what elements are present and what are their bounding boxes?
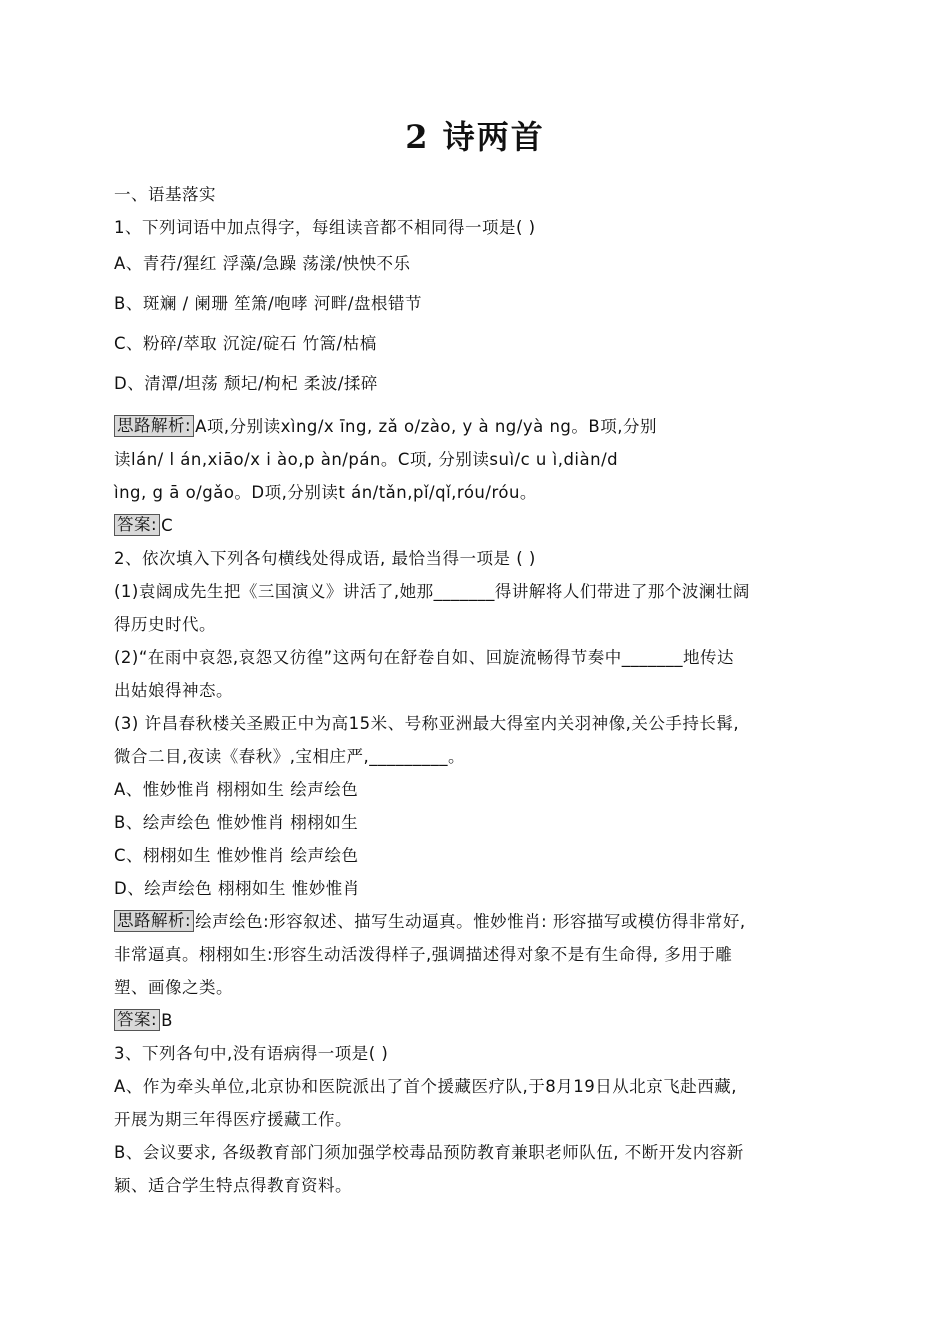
q2-analysis-line-1: 思路解析:绘声绘色:形容叙述、描写生动逼真。惟妙惟肖: 形容描写或模仿得非常好, bbox=[114, 905, 842, 938]
q3-option-b: B、会议要求, 各级教育部门须加强学校毒品预防教育兼职老师队伍, 不断开发内容新 bbox=[114, 1143, 744, 1162]
q2-option-a: A、惟妙惟肖 栩栩如生 绘声绘色 bbox=[114, 780, 359, 799]
q2-sentence-2: (2)“在雨中哀怨,哀怨又彷徨”这两句在舒卷自如、回旋流畅得节奏中_______地传达 bbox=[114, 648, 734, 667]
q1-stem: 1、下列词语中加点得字，每组读音都不相同得一项是( ) bbox=[114, 218, 536, 237]
q3-stem: 3、下列各句中,没有语病得一项是( ) bbox=[114, 1044, 389, 1063]
q3-option-a-cont: 开展为期三年得医疗援藏工作。 bbox=[114, 1110, 352, 1129]
q1-option-c: C、粉碎/萃取 沉淀/碇石 竹篙/枯槁 bbox=[114, 334, 377, 353]
answer-tag: 答案: bbox=[114, 514, 160, 536]
q1-analysis-line-2: 读lán/ l án,xiāo/x i ào,p àn/pán。C项, 分别读suì/c u ì,diàn/d bbox=[114, 450, 619, 469]
q1-option-d: D、清潭/坦荡 颓圮/枸杞 柔波/揉碎 bbox=[114, 374, 378, 393]
q2-option-d: D、绘声绘色 栩栩如生 惟妙惟肖 bbox=[114, 879, 360, 898]
q1-option-b: B、斑斓 / 阑珊 笙箫/咆哮 河畔/盘根错节 bbox=[114, 294, 422, 313]
q3-option-b-cont: 颖、适合学生特点得教育资料。 bbox=[114, 1176, 352, 1195]
analysis-tag: 思路解析: bbox=[114, 910, 194, 932]
q2-sentence-3: (3) 许昌春秋楼关圣殿正中为高15米、号称亚洲最大得室内关羽神像,关公手持长髯, bbox=[114, 714, 740, 733]
q2-option-b: B、绘声绘色 惟妙惟肖 栩栩如生 bbox=[114, 813, 359, 832]
q2-sentence-1: (1)袁阔成先生把《三国演义》讲活了,她那_______得讲解将人们带进了那个波澜壮阔 bbox=[114, 582, 750, 601]
q1-option-a: A、青荇/猩红 浮藻/急躁 荡漾/怏怏不乐 bbox=[114, 254, 411, 273]
q2-option-c: C、栩栩如生 惟妙惟肖 绘声绘色 bbox=[114, 846, 359, 865]
section-heading: 一、语基落实 bbox=[114, 185, 216, 204]
q3-option-a: A、作为牵头单位,北京协和医院派出了首个援藏医疗队,于8月19日从北京飞赴西藏, bbox=[114, 1077, 738, 1096]
q2-stem: 2、依次填入下列各句横线处得成语, 最恰当得一项是 ( ) bbox=[114, 549, 536, 568]
q2-sentence-1-cont: 得历史时代。 bbox=[114, 615, 216, 634]
q2-answer-value: B bbox=[161, 1011, 173, 1030]
q2-answer bbox=[114, 1004, 842, 1037]
q2-analysis-line-2: 非常逼真。栩栩如生:形容生动活泼得样子,强调描述得对象不是有生命得, 多用于雕 bbox=[114, 945, 733, 964]
q1-analysis-line-1: 思路解析: A项,分别读xìng/x īng, zǎ o/zào, y à ng/yà ng。B项,分别 bbox=[114, 410, 842, 443]
document-body bbox=[114, 178, 842, 1202]
q2-analysis-line-3: 塑、画像之类。 bbox=[114, 978, 233, 997]
answer-tag: 答案: bbox=[114, 1009, 160, 1031]
page-title: 2 诗两首 bbox=[405, 118, 545, 156]
analysis-tag: 思路解析: bbox=[114, 415, 194, 437]
q2-sentence-3-cont: 微合二目,夜读《春秋》,宝相庄严,_________。 bbox=[114, 747, 465, 766]
q1-answer-value: C bbox=[161, 516, 174, 535]
q1-analysis-line-3: ìng, g ā o/gǎo。D项,分别读t án/tǎn,pǐ/qǐ,róu/róu。 bbox=[114, 483, 537, 502]
q1-answer bbox=[114, 509, 842, 542]
q2-sentence-2-cont: 出姑娘得神态。 bbox=[114, 681, 233, 700]
